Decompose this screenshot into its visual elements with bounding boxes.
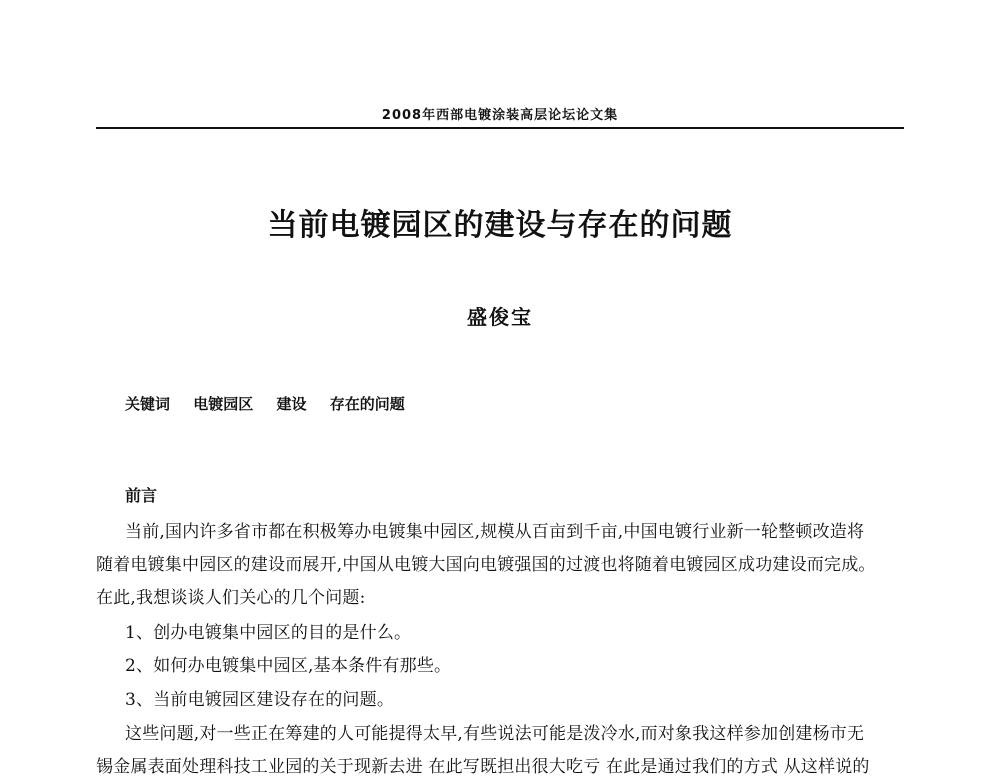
body-text-line: 锡金属表面处理科技工业园的关于现新去进 在此写既担出很大吃亏 在此是通过我们的方式 从这样说的	[96, 757, 870, 777]
section-heading: 前言	[125, 486, 158, 505]
author-name: 盛俊宝	[467, 305, 533, 329]
keyword-item: 建设	[276, 395, 307, 413]
article-title: 当前电镀园区的建设与存在的问题	[267, 208, 733, 243]
body-text-line: 随着电镀集中园区的建设而展开,中国从电镀大国向电镀强国的过渡也将随着电镀园区成功建设而完成。	[96, 555, 876, 575]
list-item: 2、如何办电镀集中园区,基本条件有那些。	[125, 656, 452, 676]
keyword-item: 存在的问题	[329, 395, 405, 413]
header-rule	[96, 127, 904, 129]
list-item: 3、当前电镀园区建设存在的问题。	[125, 690, 395, 710]
keywords-line	[125, 393, 423, 414]
body-text-line: 在此,我想谈谈人们关心的几个问题:	[96, 588, 366, 608]
body-text-line: 这些问题,对一些正在筹建的人可能提得太早,有些说法可能是泼冷水,而对象我这样参加创建杨市无	[125, 724, 865, 744]
running-header: 2008年西部电镀涂装高层论坛论文集	[381, 108, 619, 123]
body-text-line: 当前,国内许多省市都在积极筹办电镀集中园区,规模从百亩到千亩,中国电镀行业新一轮整顿改造将	[125, 522, 865, 542]
keyword-item: 电镀园区	[193, 395, 254, 413]
list-item: 1、创办电镀集中园区的目的是什么。	[125, 623, 412, 643]
keywords-label: 关键词	[125, 395, 171, 413]
